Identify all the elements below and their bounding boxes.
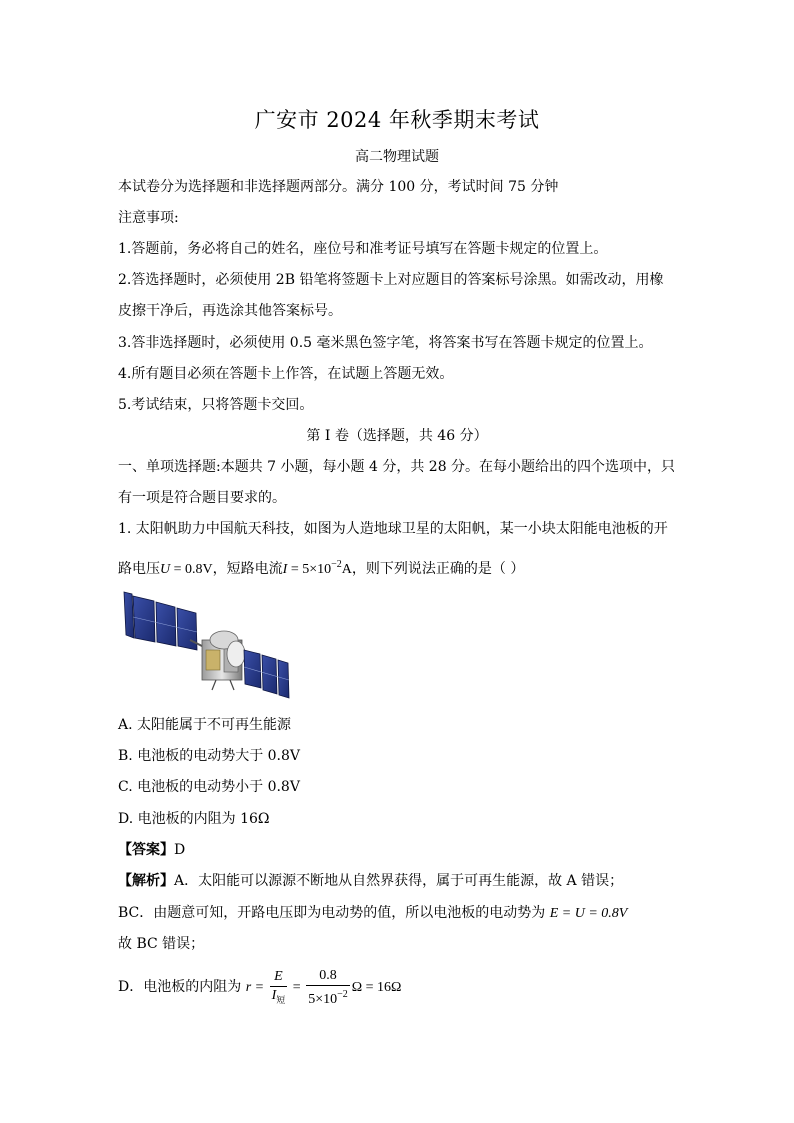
note-5: 5.考试结束，只将答题卡交回。 [118,397,314,413]
stem-question-tail: ，则下列说法正确的是（ ） [351,561,525,577]
analysis-label: 【解析】 [118,873,174,889]
stem-short-circuit-label: ，短路电流 [212,561,283,577]
right-solar-panel [244,650,289,698]
resistance-equation: r = $\frac{E}{I_短}$ = $\frac{0.8}{5\times 10^{-2}}$ Ω = 16Ω [245,968,402,1007]
note-4: 4.所有题目必须在答题卡上作答，在试题上答题无效。 [118,366,454,382]
answer-value: D [174,842,186,858]
voltage-expression: U = 0.8V [160,562,213,577]
option-b: B. 电池板的电动势大于 0.8V [118,748,301,764]
satellite-body [202,631,245,690]
analysis-bc-conclusion: 故 BC 错误； [118,936,205,952]
exam-subtitle: 高二物理试题 [355,149,439,165]
left-solar-panel [124,592,197,650]
note-2: 2.答选择题时，必须使用 2B 铅笔将签题卡上对应题目的答案标号涂黑。如需改动，用橡 [118,272,664,288]
answer-line [118,841,185,859]
note-2-cont: 皮擦干净后，再选涂其他答案标号。 [118,303,342,319]
analysis-d-line [118,968,401,1008]
exam-title: 广安市 2024 年秋季期末考试 [254,108,540,132]
current-expression: $I = 5\times 10^{-2}A$ [282,559,352,577]
note-3: 3.答非选择题时，必须使用 0.5 毫米黑色签字笔，将答案书写在答题卡规定的位置上。 [118,335,653,351]
satellite-solar-sail-image [120,590,292,702]
analysis-a-line [118,872,623,890]
question-stem-line2 [118,556,524,579]
analysis-a-text: A．太阳能可以源源不断地从自然界获得，属于可再生能源，故 A 错误； [174,873,624,889]
analysis-bc-line [118,904,627,923]
analysis-d-text: D．电池板的内阻为 [118,979,246,996]
analysis-bc-text: BC．由题意可知，开路电压即为电动势的值，所以电池板的电动势为 [118,905,550,921]
emf-equation: E = U = 0.8V [549,906,628,921]
option-d: D. 电池板的内阻为 16Ω [118,811,270,827]
emf-over-current-fraction: $\frac{E}{I_短}$ [271,968,286,1005]
numeric-fraction: $\frac{0.8}{5\times 10^{-2}}$ [308,968,348,1007]
section-heading-line2: 有一项是符合题目要求的。 [118,490,286,506]
notice-title: 注意事项: [118,210,179,226]
answer-label: 【答案】 [118,842,174,858]
section-title: 第 I 卷（选择题，共 46 分） [306,428,488,444]
stem-open-circuit-label: 路电压 [118,561,160,577]
option-a: A. 太阳能属于不可再生能源 [118,717,292,733]
section-heading-line1: 一、单项选择题:本题共 7 小题，每小题 4 分，共 28 分。在每小题给出的四个选项中，只 [118,459,676,475]
exam-description: 本试卷分为选择题和非选择题两部分。满分 100 分，考试时间 75 分钟 [118,179,559,195]
question-stem-line1: 1. 太阳帆助力中国航天科技，如图为人造地球卫星的太阳帆，某一小块太阳能电池板的开 [118,521,668,537]
note-1: 1.答题前，务必将自己的姓名，座位号和准考证号填写在答题卡规定的位置上。 [118,241,608,257]
option-c: C. 电池板的电动势小于 0.8V [118,779,300,795]
